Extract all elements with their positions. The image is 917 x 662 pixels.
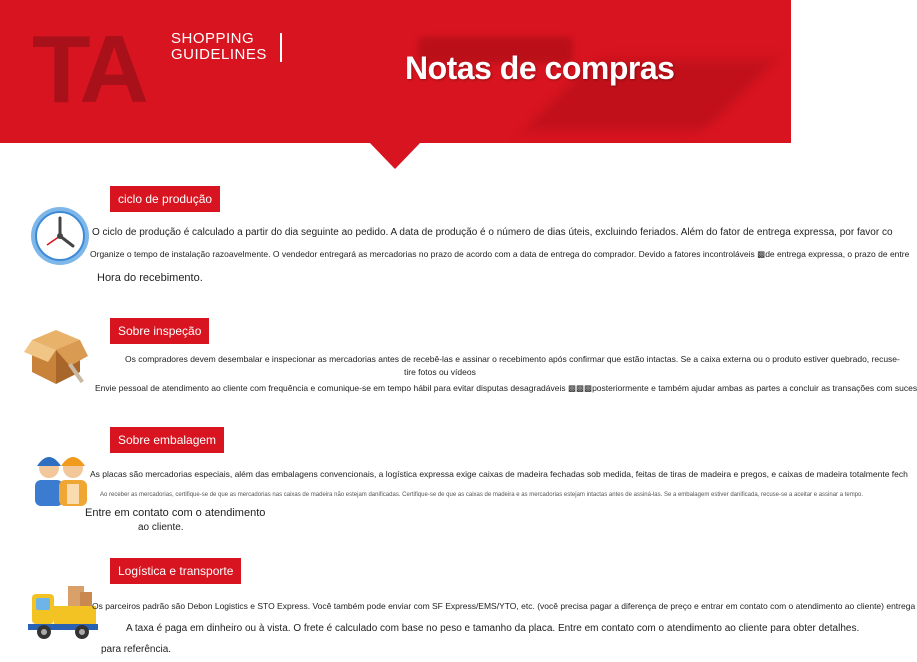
packaging-line-3: Entre em contato com o atendimento [85, 507, 266, 519]
clock-icon [29, 205, 91, 267]
inspection-line-2: tire fotos ou vídeos [404, 367, 476, 377]
logo-text: TA [32, 16, 145, 123]
logo-subtitle [171, 31, 267, 63]
logistics-line-1: Os parceiros padrão são Debon Logistics e STO Express. Você também pode enviar com SF Express/EMS/YTO, etc. (você precisa pagar a diferença de preço e entrar em contato com o atendimento ao cliente) entrega [92, 601, 916, 611]
logistics-line-3: para referência. [101, 644, 172, 655]
truck-icon [26, 580, 100, 642]
workers-icon [27, 448, 95, 510]
packaging-line-2: Ao receber as mercadorias, certifique-se de que as mercadorias nas caixas de madeira não estejam danificadas. Certifique-se de que as caixas de madeira e as mercadorias estejam intactas antes de assiná-las. Se a embalagem estiver danificada, recuse-se a aceitar e assinar a tempo. [100, 492, 864, 498]
production-line-2: Organize o tempo de instalação razoavelmente. O vendedor entregará as mercadorias no prazo de acordo com a data de entrega do comprador. Devido a fatores incontroláveis ▩de entrega expressa, o prazo de entre [90, 249, 910, 259]
section-tag-production: ciclo de produção [110, 186, 220, 212]
production-line-1: O ciclo de produção é calculado a partir do dia seguinte ao pedido. A data de produção é o número de dias úteis, excluindo feriados. Além do fator de entrega expressa, por favor co [92, 227, 893, 238]
banner-pointer [369, 142, 421, 169]
packaging-line-1: As placas são mercadorias especiais, além das embalagens convencionais, a logística expressa exige caixas de madeira fechadas sob medida, feitas de tiras de madeira e pregos, e caixas de madeira totalmente fech [90, 469, 908, 479]
logistics-line-2: A taxa é paga em dinheiro ou à vista. O frete é calculado com base no peso e tamanho da placa. Entre em contato com o atendimento ao cliente para obter detalhes. [126, 623, 860, 634]
section-tag-logistics: Logística e transporte [110, 558, 241, 584]
inspection-line-1: Os compradores devem desembalar e inspecionar as mercadorias antes de recebê-las e assinar o recebimento após confirmar que estão intactas. Se a caixa externa ou o produto estiver quebrado, recuse- [125, 354, 900, 364]
logo-subtitle-line2: GUIDELINES [171, 46, 267, 63]
header-divider [280, 33, 282, 62]
inspection-line-3: Envie pessoal de atendimento ao cliente com frequência e comunique-se em tempo hábil para evitar disputas desagradáveis ▩▩▩posteriormente e também ajudar ambas as partes a concluir as transações com suces [95, 383, 917, 393]
section-tag-packaging: Sobre embalagem [110, 427, 224, 453]
production-line-3: Hora do recebimento. [97, 272, 203, 284]
page-title: Notas de compras [405, 50, 675, 86]
logo-subtitle-line1: SHOPPING [171, 30, 255, 47]
section-tag-inspection: Sobre inspeção [110, 318, 209, 344]
box-icon [22, 322, 90, 390]
header-banner [0, 0, 791, 143]
packaging-line-4: ao cliente. [138, 522, 184, 533]
